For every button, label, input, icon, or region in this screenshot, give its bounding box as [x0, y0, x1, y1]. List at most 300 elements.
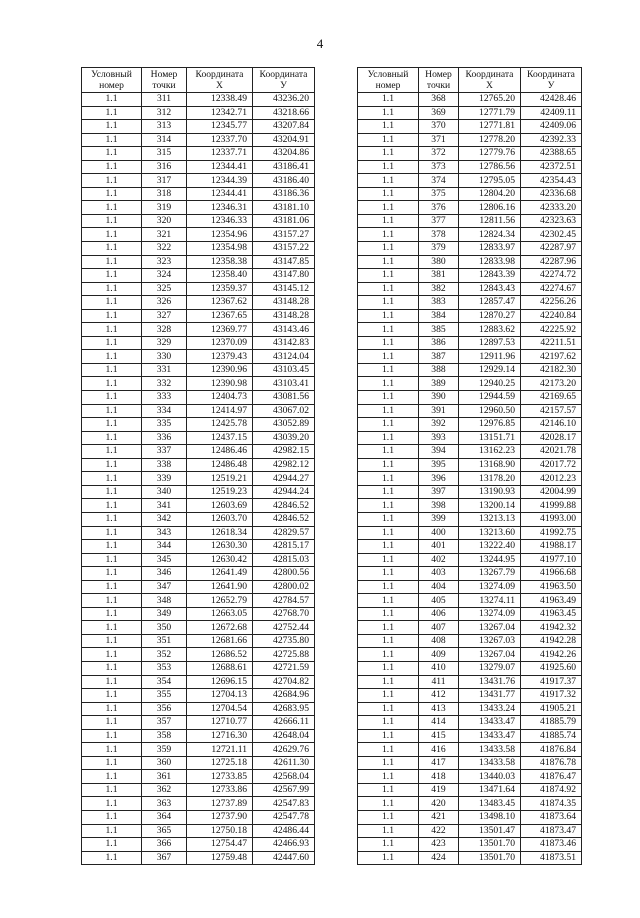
cell-coordinate-x: 12603.69: [187, 499, 253, 513]
cell-point-number: 421: [419, 810, 459, 824]
table-row: [358, 255, 582, 269]
cell-conditional-number: 1.1: [82, 743, 142, 757]
cell-coordinate-x: 12338.49: [187, 93, 253, 107]
cell-point-number: 365: [142, 824, 187, 838]
table-row: [82, 838, 315, 852]
cell-coordinate-x: 12870.27: [459, 309, 521, 323]
cell-conditional-number: 1.1: [358, 838, 419, 852]
cell-coordinate-x: 12354.96: [187, 228, 253, 242]
cell-conditional-number: 1.1: [358, 93, 419, 107]
table-row: [82, 363, 315, 377]
cell-coordinate-x: 13244.95: [459, 553, 521, 567]
cell-point-number: 411: [419, 675, 459, 689]
cell-coordinate-x: 12704.13: [187, 689, 253, 703]
cell-coordinate-x: 13168.90: [459, 458, 521, 472]
table-row: [82, 499, 315, 513]
cell-conditional-number: 1.1: [82, 756, 142, 770]
cell-conditional-number: 1.1: [358, 512, 419, 526]
cell-conditional-number: 1.1: [82, 634, 142, 648]
table-row: [82, 580, 315, 594]
cell-point-number: 389: [419, 377, 459, 391]
table-row: [358, 851, 582, 865]
cell-coordinate-x: 13431.77: [459, 689, 521, 703]
cell-coordinate-x: 12519.23: [187, 485, 253, 499]
header-point-number: Номер точки: [142, 68, 187, 93]
cell-coordinate-y: 41925.60: [521, 661, 582, 675]
table-row: [82, 553, 315, 567]
cell-coordinate-x: 12344.41: [187, 160, 253, 174]
cell-conditional-number: 1.1: [82, 783, 142, 797]
cell-point-number: 324: [142, 269, 187, 283]
cell-conditional-number: 1.1: [358, 120, 419, 134]
cell-point-number: 397: [419, 485, 459, 499]
table-row: [358, 512, 582, 526]
cell-coordinate-y: 41988.17: [521, 540, 582, 554]
cell-conditional-number: 1.1: [82, 309, 142, 323]
table-row: [82, 336, 315, 350]
cell-coordinate-x: 12367.62: [187, 296, 253, 310]
cell-coordinate-y: 42021.78: [521, 445, 582, 459]
cell-conditional-number: 1.1: [82, 350, 142, 364]
cell-conditional-number: 1.1: [358, 445, 419, 459]
table-row: [82, 174, 315, 188]
cell-point-number: 317: [142, 174, 187, 188]
cell-point-number: 370: [419, 120, 459, 134]
table-row: [82, 526, 315, 540]
table-row: [82, 201, 315, 215]
cell-coordinate-x: 13433.58: [459, 743, 521, 757]
cell-coordinate-y: 42012.23: [521, 472, 582, 486]
cell-conditional-number: 1.1: [358, 472, 419, 486]
cell-conditional-number: 1.1: [358, 418, 419, 432]
table-row: [358, 810, 582, 824]
coordinates-table-left: [81, 67, 315, 865]
cell-conditional-number: 1.1: [358, 309, 419, 323]
cell-conditional-number: 1.1: [82, 377, 142, 391]
cell-conditional-number: 1.1: [82, 147, 142, 161]
cell-coordinate-x: 12379.43: [187, 350, 253, 364]
cell-point-number: 396: [419, 472, 459, 486]
cell-conditional-number: 1.1: [82, 499, 142, 513]
cell-coordinate-x: 12672.68: [187, 621, 253, 635]
cell-point-number: 413: [419, 702, 459, 716]
cell-coordinate-y: 42392.33: [521, 133, 582, 147]
cell-coordinate-y: 42735.80: [253, 634, 315, 648]
cell-coordinate-x: 13267.04: [459, 648, 521, 662]
cell-coordinate-y: 42333.20: [521, 201, 582, 215]
table-row: [82, 242, 315, 256]
cell-conditional-number: 1.1: [358, 499, 419, 513]
cell-coordinate-x: 13431.76: [459, 675, 521, 689]
table-row: [82, 851, 315, 865]
cell-coordinate-x: 12486.48: [187, 458, 253, 472]
cell-point-number: 329: [142, 336, 187, 350]
cell-coordinate-y: 42784.57: [253, 594, 315, 608]
cell-coordinate-x: 13501.47: [459, 824, 521, 838]
cell-point-number: 401: [419, 540, 459, 554]
cell-conditional-number: 1.1: [82, 472, 142, 486]
cell-coordinate-y: 41917.32: [521, 689, 582, 703]
cell-coordinate-x: 12704.54: [187, 702, 253, 716]
cell-point-number: 412: [419, 689, 459, 703]
cell-coordinate-y: 42752.44: [253, 621, 315, 635]
cell-coordinate-y: 41873.46: [521, 838, 582, 852]
cell-point-number: 334: [142, 404, 187, 418]
cell-conditional-number: 1.1: [82, 553, 142, 567]
cell-coordinate-x: 12833.97: [459, 242, 521, 256]
cell-coordinate-x: 12771.81: [459, 120, 521, 134]
cell-conditional-number: 1.1: [358, 242, 419, 256]
cell-coordinate-y: 42982.12: [253, 458, 315, 472]
cell-coordinate-y: 42944.24: [253, 485, 315, 499]
table-row: [82, 716, 315, 730]
table-row: [82, 743, 315, 757]
cell-coordinate-x: 12641.49: [187, 567, 253, 581]
cell-conditional-number: 1.1: [82, 621, 142, 635]
cell-coordinate-y: 42447.60: [253, 851, 315, 865]
table-row: [358, 702, 582, 716]
cell-coordinate-y: 42466.93: [253, 838, 315, 852]
cell-coordinate-y: 41876.84: [521, 743, 582, 757]
cell-point-number: 343: [142, 526, 187, 540]
table-row: [358, 675, 582, 689]
table-row: [358, 797, 582, 811]
cell-coordinate-x: 12929.14: [459, 363, 521, 377]
cell-coordinate-y: 43186.40: [253, 174, 315, 188]
cell-point-number: 418: [419, 770, 459, 784]
cell-coordinate-x: 12641.90: [187, 580, 253, 594]
cell-coordinate-y: 43143.46: [253, 323, 315, 337]
table-row: [82, 187, 315, 201]
table-body-left: [82, 93, 315, 865]
cell-point-number: 407: [419, 621, 459, 635]
cell-point-number: 394: [419, 445, 459, 459]
table-row: [82, 323, 315, 337]
cell-conditional-number: 1.1: [82, 567, 142, 581]
cell-coordinate-x: 13200.14: [459, 499, 521, 513]
cell-point-number: 400: [419, 526, 459, 540]
cell-conditional-number: 1.1: [358, 174, 419, 188]
cell-conditional-number: 1.1: [358, 702, 419, 716]
cell-conditional-number: 1.1: [358, 458, 419, 472]
cell-point-number: 328: [142, 323, 187, 337]
table-row: [82, 689, 315, 703]
cell-conditional-number: 1.1: [358, 526, 419, 540]
cell-point-number: 316: [142, 160, 187, 174]
cell-conditional-number: 1.1: [358, 621, 419, 635]
cell-coordinate-y: 41963.45: [521, 607, 582, 621]
table-row: [358, 228, 582, 242]
cell-coordinate-x: 12390.98: [187, 377, 253, 391]
cell-coordinate-y: 41942.28: [521, 634, 582, 648]
cell-coordinate-y: 43204.91: [253, 133, 315, 147]
cell-coordinate-x: 12367.65: [187, 309, 253, 323]
table-row: [358, 553, 582, 567]
cell-point-number: 367: [142, 851, 187, 865]
cell-coordinate-x: 13279.07: [459, 661, 521, 675]
table-row: [358, 201, 582, 215]
cell-conditional-number: 1.1: [82, 838, 142, 852]
cell-coordinate-y: 42146.10: [521, 418, 582, 432]
table-body-right: [358, 93, 582, 865]
table-row: [358, 580, 582, 594]
cell-point-number: 377: [419, 214, 459, 228]
cell-coordinate-x: 12737.89: [187, 797, 253, 811]
cell-conditional-number: 1.1: [82, 323, 142, 337]
cell-conditional-number: 1.1: [358, 797, 419, 811]
cell-point-number: 399: [419, 512, 459, 526]
cell-coordinate-x: 12960.50: [459, 404, 521, 418]
table-row: [82, 729, 315, 743]
cell-point-number: 354: [142, 675, 187, 689]
cell-coordinate-y: 43204.86: [253, 147, 315, 161]
table-row: [358, 418, 582, 432]
cell-coordinate-y: 42274.72: [521, 269, 582, 283]
cell-coordinate-y: 41992.75: [521, 526, 582, 540]
cell-coordinate-x: 12370.09: [187, 336, 253, 350]
cell-coordinate-y: 42684.96: [253, 689, 315, 703]
cell-coordinate-y: 43157.27: [253, 228, 315, 242]
cell-coordinate-x: 12404.73: [187, 391, 253, 405]
cell-conditional-number: 1.1: [82, 458, 142, 472]
cell-conditional-number: 1.1: [82, 824, 142, 838]
cell-point-number: 318: [142, 187, 187, 201]
cell-coordinate-y: 41942.26: [521, 648, 582, 662]
cell-point-number: 358: [142, 729, 187, 743]
table-row: [358, 567, 582, 581]
header-conditional-number: Условный номер: [358, 68, 419, 93]
table-row: [358, 743, 582, 757]
table-row: [82, 377, 315, 391]
cell-conditional-number: 1.1: [358, 607, 419, 621]
table-row: [358, 621, 582, 635]
cell-point-number: 321: [142, 228, 187, 242]
table-row: [358, 106, 582, 120]
cell-coordinate-y: 43142.83: [253, 336, 315, 350]
cell-coordinate-y: 42287.96: [521, 255, 582, 269]
cell-coordinate-x: 12630.30: [187, 540, 253, 554]
cell-coordinate-y: 43157.22: [253, 242, 315, 256]
cell-point-number: 355: [142, 689, 187, 703]
cell-coordinate-x: 12425.78: [187, 418, 253, 432]
cell-coordinate-x: 12337.70: [187, 133, 253, 147]
cell-coordinate-x: 12733.85: [187, 770, 253, 784]
cell-coordinate-y: 42169.65: [521, 391, 582, 405]
cell-point-number: 362: [142, 783, 187, 797]
cell-coordinate-y: 42666.11: [253, 716, 315, 730]
cell-coordinate-x: 13178.20: [459, 472, 521, 486]
cell-point-number: 414: [419, 716, 459, 730]
cell-coordinate-x: 12940.25: [459, 377, 521, 391]
table-row: [82, 255, 315, 269]
table-row: [358, 783, 582, 797]
cell-coordinate-x: 12346.31: [187, 201, 253, 215]
cell-coordinate-x: 12688.61: [187, 661, 253, 675]
cell-point-number: 374: [419, 174, 459, 188]
cell-point-number: 337: [142, 445, 187, 459]
cell-conditional-number: 1.1: [82, 255, 142, 269]
cell-coordinate-x: 13501.70: [459, 851, 521, 865]
cell-coordinate-y: 42846.52: [253, 512, 315, 526]
cell-point-number: 323: [142, 255, 187, 269]
cell-coordinate-y: 42157.57: [521, 404, 582, 418]
cell-conditional-number: 1.1: [82, 675, 142, 689]
cell-conditional-number: 1.1: [358, 689, 419, 703]
cell-conditional-number: 1.1: [358, 187, 419, 201]
cell-conditional-number: 1.1: [358, 201, 419, 215]
cell-conditional-number: 1.1: [82, 540, 142, 554]
cell-coordinate-x: 12944.59: [459, 391, 521, 405]
cell-point-number: 342: [142, 512, 187, 526]
cell-coordinate-y: 43181.06: [253, 214, 315, 228]
cell-coordinate-x: 13274.11: [459, 594, 521, 608]
cell-coordinate-x: 12733.86: [187, 783, 253, 797]
cell-coordinate-y: 41876.47: [521, 770, 582, 784]
cell-coordinate-x: 12652.79: [187, 594, 253, 608]
cell-conditional-number: 1.1: [82, 242, 142, 256]
table-row: [82, 269, 315, 283]
cell-coordinate-y: 41942.32: [521, 621, 582, 635]
cell-coordinate-x: 12833.98: [459, 255, 521, 269]
cell-conditional-number: 1.1: [358, 675, 419, 689]
cell-coordinate-x: 13267.03: [459, 634, 521, 648]
cell-coordinate-x: 13433.24: [459, 702, 521, 716]
cell-coordinate-x: 13190.93: [459, 485, 521, 499]
cell-point-number: 359: [142, 743, 187, 757]
cell-conditional-number: 1.1: [82, 810, 142, 824]
cell-coordinate-y: 43147.80: [253, 269, 315, 283]
cell-coordinate-y: 41993.00: [521, 512, 582, 526]
cell-coordinate-y: 42354.43: [521, 174, 582, 188]
cell-coordinate-x: 12346.33: [187, 214, 253, 228]
cell-conditional-number: 1.1: [82, 363, 142, 377]
cell-coordinate-x: 12390.96: [187, 363, 253, 377]
cell-point-number: 384: [419, 309, 459, 323]
cell-point-number: 363: [142, 797, 187, 811]
table-row: [358, 485, 582, 499]
cell-coordinate-y: 41874.92: [521, 783, 582, 797]
cell-coordinate-y: 43147.85: [253, 255, 315, 269]
cell-point-number: 405: [419, 594, 459, 608]
cell-point-number: 410: [419, 661, 459, 675]
table-row: [358, 729, 582, 743]
cell-coordinate-x: 12804.20: [459, 187, 521, 201]
cell-conditional-number: 1.1: [358, 634, 419, 648]
cell-coordinate-x: 12843.39: [459, 269, 521, 283]
table-row: [82, 702, 315, 716]
cell-coordinate-y: 42725.88: [253, 648, 315, 662]
table-row: [82, 472, 315, 486]
cell-coordinate-y: 42486.44: [253, 824, 315, 838]
cell-conditional-number: 1.1: [82, 512, 142, 526]
cell-coordinate-y: 42274.67: [521, 282, 582, 296]
cell-point-number: 349: [142, 607, 187, 621]
table-row: [82, 160, 315, 174]
cell-coordinate-y: 42372.51: [521, 160, 582, 174]
cell-conditional-number: 1.1: [82, 716, 142, 730]
table-row: [82, 458, 315, 472]
table-row: [358, 296, 582, 310]
table-row: [358, 242, 582, 256]
cell-coordinate-y: 42815.03: [253, 553, 315, 567]
cell-coordinate-y: 42768.70: [253, 607, 315, 621]
cell-point-number: 387: [419, 350, 459, 364]
cell-point-number: 331: [142, 363, 187, 377]
cell-point-number: 346: [142, 567, 187, 581]
cell-point-number: 378: [419, 228, 459, 242]
cell-coordinate-y: 42388.65: [521, 147, 582, 161]
cell-point-number: 332: [142, 377, 187, 391]
table-row: [82, 770, 315, 784]
cell-coordinate-x: 13498.10: [459, 810, 521, 824]
cell-conditional-number: 1.1: [82, 93, 142, 107]
coordinates-table-right: [357, 67, 582, 865]
table-row: [358, 526, 582, 540]
cell-coordinate-y: 43181.10: [253, 201, 315, 215]
table-row: [82, 350, 315, 364]
cell-point-number: 372: [419, 147, 459, 161]
cell-conditional-number: 1.1: [82, 485, 142, 499]
table-row: [82, 404, 315, 418]
cell-coordinate-x: 12754.47: [187, 838, 253, 852]
cell-coordinate-y: 41999.88: [521, 499, 582, 513]
cell-point-number: 398: [419, 499, 459, 513]
cell-coordinate-y: 42721.59: [253, 661, 315, 675]
table-row: [82, 756, 315, 770]
cell-point-number: 350: [142, 621, 187, 635]
cell-coordinate-x: 12778.20: [459, 133, 521, 147]
cell-point-number: 391: [419, 404, 459, 418]
cell-conditional-number: 1.1: [358, 431, 419, 445]
cell-point-number: 395: [419, 458, 459, 472]
cell-coordinate-x: 12519.21: [187, 472, 253, 486]
cell-point-number: 392: [419, 418, 459, 432]
cell-conditional-number: 1.1: [358, 770, 419, 784]
table-row: [358, 661, 582, 675]
cell-conditional-number: 1.1: [82, 106, 142, 120]
cell-coordinate-x: 12786.56: [459, 160, 521, 174]
cell-coordinate-y: 42173.20: [521, 377, 582, 391]
cell-conditional-number: 1.1: [82, 729, 142, 743]
cell-conditional-number: 1.1: [358, 648, 419, 662]
cell-coordinate-x: 13274.09: [459, 580, 521, 594]
cell-conditional-number: 1.1: [82, 391, 142, 405]
cell-coordinate-y: 43236.20: [253, 93, 315, 107]
table-row: [82, 661, 315, 675]
cell-conditional-number: 1.1: [358, 336, 419, 350]
cell-coordinate-x: 12795.05: [459, 174, 521, 188]
cell-coordinate-x: 12725.18: [187, 756, 253, 770]
header-coordinate-x: Координата X: [459, 68, 521, 93]
table-row: [358, 391, 582, 405]
cell-point-number: 348: [142, 594, 187, 608]
table-row: [82, 120, 315, 134]
cell-coordinate-x: 13471.64: [459, 783, 521, 797]
cell-coordinate-y: 41966.68: [521, 567, 582, 581]
cell-coordinate-y: 41876.78: [521, 756, 582, 770]
cell-point-number: 338: [142, 458, 187, 472]
cell-point-number: 340: [142, 485, 187, 499]
cell-coordinate-x: 12976.85: [459, 418, 521, 432]
cell-coordinate-y: 43145.12: [253, 282, 315, 296]
cell-conditional-number: 1.1: [358, 553, 419, 567]
table-row: [358, 363, 582, 377]
cell-conditional-number: 1.1: [82, 120, 142, 134]
cell-conditional-number: 1.1: [82, 526, 142, 540]
table-row: [358, 309, 582, 323]
cell-coordinate-y: 42409.06: [521, 120, 582, 134]
cell-point-number: 382: [419, 282, 459, 296]
